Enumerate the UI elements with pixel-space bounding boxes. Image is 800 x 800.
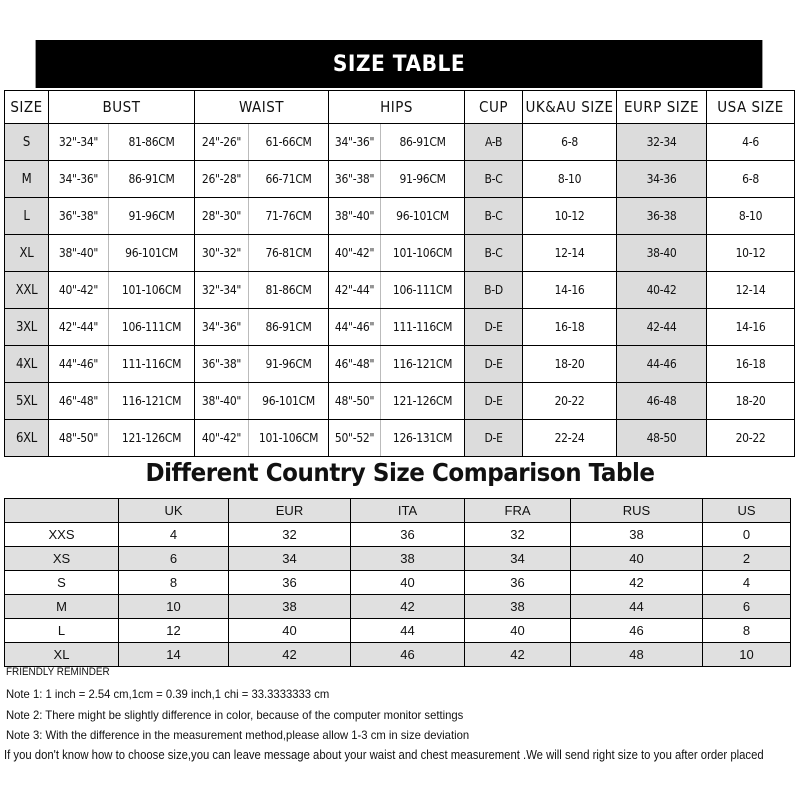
eurp-size-cell: 42-44 [617,309,707,346]
ita-cell: 38 [351,547,465,571]
waist-cm-cell: 81-86CM [249,272,329,309]
waist-inch-cell: 24"-26" [195,124,249,161]
bust-inch-cell: 34"-36" [49,161,109,198]
size-cell: XL [5,643,119,667]
uk-au-size-cell: 20-22 [523,383,617,420]
comparison-table [4,498,791,667]
waist-cm-cell: 91-96CM [249,346,329,383]
header-hips: HIPS [329,91,465,124]
waist-cm-cell: 96-101CM [249,383,329,420]
eurp-size-cell: 44-46 [617,346,707,383]
us-cell: 8 [703,619,791,643]
waist-inch-cell: 36"-38" [195,346,249,383]
reminder-heading: FRIENDLY REMINDER [6,666,110,678]
header-ita: ITA [351,499,465,523]
ita-cell: 36 [351,523,465,547]
rus-cell: 46 [571,619,703,643]
eur-cell: 38 [229,595,351,619]
fra-cell: 32 [465,523,571,547]
hips-cm-cell: 91-96CM [381,161,465,198]
size-table [4,90,795,457]
usa-size-cell: 10-12 [707,235,795,272]
bust-cm-cell: 106-111CM [109,309,195,346]
bust-cm-cell: 116-121CM [109,383,195,420]
size-cell: XXL [5,272,49,309]
cup-cell: B-D [465,272,523,309]
fra-cell: 42 [465,643,571,667]
bust-inch-cell: 38"-40" [49,235,109,272]
us-cell: 4 [703,571,791,595]
fra-cell: 36 [465,571,571,595]
hips-inch-cell: 48"-50" [329,383,381,420]
waist-inch-cell: 30"-32" [195,235,249,272]
uk-cell: 10 [119,595,229,619]
size-cell: S [5,571,119,595]
size-table-title: SIZE TABLE [36,40,763,88]
waist-inch-cell: 38"-40" [195,383,249,420]
cup-cell: A-B [465,124,523,161]
size-table-row [5,124,795,161]
waist-cm-cell: 76-81CM [249,235,329,272]
size-table-row [5,198,795,235]
note-3: Note 3: With the difference in the measurement method,please allow 1-3 cm in size deviation [6,728,470,742]
header-us: US [703,499,791,523]
hips-cm-cell: 121-126CM [381,383,465,420]
eurp-size-cell: 34-36 [617,161,707,198]
uk-au-size-cell: 10-12 [523,198,617,235]
uk-cell: 12 [119,619,229,643]
header-bust: BUST [49,91,195,124]
uk-au-size-cell: 18-20 [523,346,617,383]
us-cell: 10 [703,643,791,667]
comparison-table-row [5,523,791,547]
comparison-table-row [5,547,791,571]
waist-cm-cell: 86-91CM [249,309,329,346]
eur-cell: 42 [229,643,351,667]
us-cell: 0 [703,523,791,547]
eurp-size-cell: 32-34 [617,124,707,161]
eur-cell: 34 [229,547,351,571]
usa-size-cell: 16-18 [707,346,795,383]
rus-cell: 42 [571,571,703,595]
bust-cm-cell: 121-126CM [109,420,195,457]
cup-cell: B-C [465,198,523,235]
waist-cm-cell: 71-76CM [249,198,329,235]
hips-inch-cell: 44"-46" [329,309,381,346]
size-advice: If you don't know how to choose size,you can leave message about your waist and chest measurement .We will send right size to you after order placed [4,748,764,762]
size-cell: M [5,161,49,198]
size-cell: 4XL [5,346,49,383]
cup-cell: D-E [465,420,523,457]
hips-cm-cell: 116-121CM [381,346,465,383]
cup-cell: B-C [465,235,523,272]
size-table-row [5,309,795,346]
usa-size-cell: 6-8 [707,161,795,198]
note-2: Note 2: There might be slightly difference in color, because of the computer monitor settings [6,708,464,722]
waist-inch-cell: 34"-36" [195,309,249,346]
size-table-row [5,383,795,420]
eur-cell: 32 [229,523,351,547]
waist-inch-cell: 26"-28" [195,161,249,198]
header-usa-size: USA SIZE [707,91,795,124]
eur-cell: 36 [229,571,351,595]
ita-cell: 40 [351,571,465,595]
fra-cell: 40 [465,619,571,643]
eurp-size-cell: 40-42 [617,272,707,309]
usa-size-cell: 18-20 [707,383,795,420]
hips-inch-cell: 38"-40" [329,198,381,235]
header-waist: WAIST [195,91,329,124]
rus-cell: 38 [571,523,703,547]
hips-inch-cell: 46"-48" [329,346,381,383]
bust-cm-cell: 96-101CM [109,235,195,272]
hips-inch-cell: 40"-42" [329,235,381,272]
hips-inch-cell: 42"-44" [329,272,381,309]
note-1: Note 1: 1 inch = 2.54 cm,1cm = 0.39 inch,1 chi = 33.3333333 cm [6,687,330,701]
header-blank [5,499,119,523]
hips-inch-cell: 34"-36" [329,124,381,161]
header-fra: FRA [465,499,571,523]
waist-cm-cell: 101-106CM [249,420,329,457]
size-table-row [5,346,795,383]
usa-size-cell: 14-16 [707,309,795,346]
bust-inch-cell: 36"-38" [49,198,109,235]
waist-inch-cell: 32"-34" [195,272,249,309]
comparison-table-title: Different Country Size Comparison Table [145,458,655,487]
size-cell: L [5,619,119,643]
bust-inch-cell: 40"-42" [49,272,109,309]
comparison-table-row [5,595,791,619]
uk-au-size-cell: 8-10 [523,161,617,198]
hips-cm-cell: 101-106CM [381,235,465,272]
comparison-table-row [5,619,791,643]
eur-cell: 40 [229,619,351,643]
header-size: SIZE [5,91,49,124]
size-table-row [5,235,795,272]
uk-au-size-cell: 14-16 [523,272,617,309]
eurp-size-cell: 38-40 [617,235,707,272]
waist-inch-cell: 40"-42" [195,420,249,457]
comparison-table-header-row [5,499,791,523]
size-cell: XS [5,547,119,571]
eurp-size-cell: 48-50 [617,420,707,457]
size-table-row [5,272,795,309]
header-uk-au-size: UK&AU SIZE [523,91,617,124]
fra-cell: 38 [465,595,571,619]
header-cup: CUP [465,91,523,124]
waist-cm-cell: 66-71CM [249,161,329,198]
size-table-header-row [5,91,795,124]
cup-cell: D-E [465,383,523,420]
uk-au-size-cell: 22-24 [523,420,617,457]
rus-cell: 40 [571,547,703,571]
usa-size-cell: 4-6 [707,124,795,161]
waist-cm-cell: 61-66CM [249,124,329,161]
uk-cell: 4 [119,523,229,547]
ita-cell: 44 [351,619,465,643]
size-cell: XL [5,235,49,272]
size-cell: 6XL [5,420,49,457]
bust-inch-cell: 32"-34" [49,124,109,161]
size-table-row [5,420,795,457]
comparison-table-row [5,643,791,667]
bust-inch-cell: 46"-48" [49,383,109,420]
bust-inch-cell: 42"-44" [49,309,109,346]
ita-cell: 46 [351,643,465,667]
fra-cell: 34 [465,547,571,571]
bust-cm-cell: 101-106CM [109,272,195,309]
bust-inch-cell: 48"-50" [49,420,109,457]
hips-cm-cell: 96-101CM [381,198,465,235]
uk-cell: 14 [119,643,229,667]
bust-cm-cell: 81-86CM [109,124,195,161]
hips-cm-cell: 111-116CM [381,309,465,346]
uk-cell: 6 [119,547,229,571]
rus-cell: 48 [571,643,703,667]
cup-cell: D-E [465,309,523,346]
uk-cell: 8 [119,571,229,595]
header-uk: UK [119,499,229,523]
size-cell: 3XL [5,309,49,346]
rus-cell: 44 [571,595,703,619]
hips-cm-cell: 106-111CM [381,272,465,309]
hips-cm-cell: 126-131CM [381,420,465,457]
hips-inch-cell: 50"-52" [329,420,381,457]
uk-au-size-cell: 12-14 [523,235,617,272]
size-table-row [5,161,795,198]
bust-cm-cell: 111-116CM [109,346,195,383]
size-cell: XXS [5,523,119,547]
hips-cm-cell: 86-91CM [381,124,465,161]
waist-inch-cell: 28"-30" [195,198,249,235]
cup-cell: B-C [465,161,523,198]
header-rus: RUS [571,499,703,523]
size-cell: L [5,198,49,235]
usa-size-cell: 8-10 [707,198,795,235]
usa-size-cell: 12-14 [707,272,795,309]
cup-cell: D-E [465,346,523,383]
eurp-size-cell: 46-48 [617,383,707,420]
header-eurp-size: EURP SIZE [617,91,707,124]
bust-inch-cell: 44"-46" [49,346,109,383]
us-cell: 6 [703,595,791,619]
size-cell: S [5,124,49,161]
uk-au-size-cell: 6-8 [523,124,617,161]
ita-cell: 42 [351,595,465,619]
eurp-size-cell: 36-38 [617,198,707,235]
bust-cm-cell: 91-96CM [109,198,195,235]
comparison-table-row [5,571,791,595]
uk-au-size-cell: 16-18 [523,309,617,346]
header-eur: EUR [229,499,351,523]
usa-size-cell: 20-22 [707,420,795,457]
bust-cm-cell: 86-91CM [109,161,195,198]
us-cell: 2 [703,547,791,571]
hips-inch-cell: 36"-38" [329,161,381,198]
size-cell: 5XL [5,383,49,420]
size-cell: M [5,595,119,619]
